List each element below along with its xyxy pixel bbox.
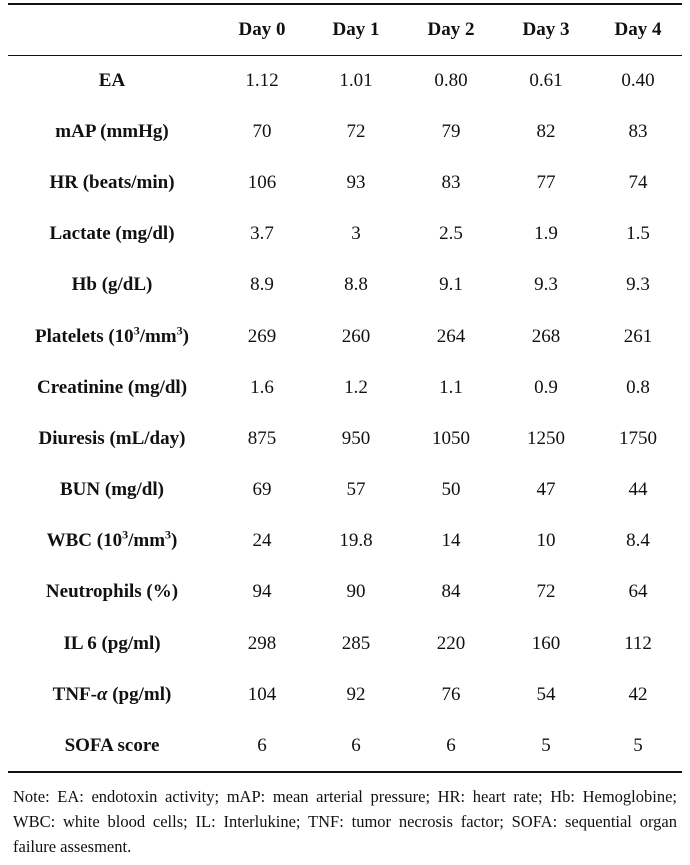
cell: 1.2 [344,376,368,398]
cell: 106 [247,171,277,193]
table-row [8,362,682,413]
cell: 74 [628,171,648,193]
cell: 9.1 [439,274,463,296]
cell: 70 [252,120,272,142]
cell: 950 [341,427,371,449]
cell: 6 [257,735,267,757]
header-day-2: Day 2 [427,18,475,40]
cell: 3.7 [250,223,274,245]
cell: 160 [531,632,561,654]
row-label-map: mAP (mmHg) [55,120,169,142]
table-row [8,413,682,464]
row-label-sofa: SOFA score [64,735,160,757]
table-row [8,669,682,720]
cell: 76 [441,683,461,705]
cell: 264 [436,325,466,347]
table-row [8,311,682,362]
header-day-1: Day 1 [332,18,380,40]
clinical-data-table [8,4,682,772]
cell: 268 [531,325,561,347]
cell: 14 [441,530,461,552]
cell: 0.9 [534,376,558,398]
cell: 220 [436,632,466,654]
label-text: /mm [128,530,166,552]
row-label-platelets [8,311,216,362]
cell: 42 [628,683,648,705]
cell: 1.01 [339,69,373,91]
cell: 54 [536,683,556,705]
cell: 79 [441,120,461,142]
cell: 90 [346,581,366,603]
cell: 0.40 [621,69,655,91]
table-row [8,106,682,157]
table-row [8,516,682,567]
superscript: 3 [176,323,183,338]
superscript: 3 [122,527,129,542]
header-day-3: Day 3 [522,18,570,40]
cell: 82 [536,120,556,142]
row-label-hb: Hb (g/dL) [71,274,153,296]
row-label-hr: HR (beats/min) [49,171,175,193]
table-row [8,55,682,106]
row-label-ea: EA [98,69,126,91]
alpha-symbol: α [96,683,108,705]
cell: 19.8 [339,530,373,552]
cell: 2.5 [439,223,463,245]
header-corner [8,4,216,55]
cell: 1050 [432,427,470,449]
cell: 260 [341,325,371,347]
row-label-creatinine: Creatinine (mg/dl) [36,376,188,398]
cell: 94 [252,581,272,603]
cell: 93 [346,171,366,193]
cell: 10 [536,530,556,552]
table-row [8,209,682,260]
label-text: TNF- [52,683,97,705]
cell: 3 [351,223,361,245]
table-footnote: Note: EA: endotoxin activity; mAP: mean arterial pressure; HR: heart rate; Hb: Hemoglobine; WBC: white blood cells; IL: Interlukine; TNF: tumor necrosis factor; SOFA: sequential organ failure assesment. [13,787,677,856]
superscript: 3 [165,527,172,542]
cell: 6 [446,735,456,757]
label-text: ) [182,325,189,347]
cell: 6 [351,735,361,757]
row-label-lactate: Lactate (mg/dl) [49,223,175,245]
label-text: (pg/ml) [107,683,172,705]
cell: 1.12 [245,69,279,91]
cell: 0.80 [434,69,468,91]
cell: 57 [346,479,366,501]
table-row [8,567,682,618]
cell: 1.5 [626,223,650,245]
cell: 47 [536,479,556,501]
cell: 261 [623,325,653,347]
cell: 1.1 [439,376,463,398]
cell: 69 [252,479,272,501]
cell: 83 [441,171,461,193]
label-text: WBC (10 [46,530,123,552]
cell: 50 [441,479,461,501]
cell: 72 [536,581,556,603]
cell: 84 [441,581,461,603]
cell: 24 [252,530,272,552]
label-text: Platelets (10 [35,325,134,347]
cell: 8.9 [250,274,274,296]
row-label-wbc [8,516,216,567]
cell: 298 [247,632,277,654]
cell: 875 [247,427,277,449]
cell: 9.3 [626,274,650,296]
cell: 5 [541,735,551,757]
cell: 8.4 [626,530,650,552]
table-row [8,720,682,771]
cell: 0.61 [529,69,563,91]
cell: 64 [628,581,648,603]
cell: 5 [633,735,643,757]
cell: 72 [346,120,366,142]
table-row [8,465,682,516]
row-label-bun: BUN (mg/dl) [60,479,164,501]
superscript: 3 [133,323,140,338]
cell: 1.9 [534,223,558,245]
table-row [8,260,682,311]
cell: 1250 [527,427,565,449]
cell: 44 [628,479,648,501]
cell: 1750 [619,427,657,449]
cell: 269 [247,325,277,347]
cell: 112 [624,632,652,654]
row-label-neutrophils: Neutrophils (%) [45,581,179,603]
cell: 83 [628,120,648,142]
cell: 0.8 [626,376,650,398]
header-day-0: Day 0 [238,18,286,40]
table-row [8,618,682,669]
cell: 92 [346,683,366,705]
row-label-il6: IL 6 (pg/ml) [63,632,161,654]
row-label-tnf [8,669,216,720]
cell: 8.8 [344,274,368,296]
table-row [8,157,682,208]
label-text: /mm [139,325,177,347]
header-row [8,4,682,55]
cell: 77 [536,171,556,193]
cell: 285 [341,632,371,654]
cell: 9.3 [534,274,558,296]
label-text: ) [171,530,178,552]
cell: 1.6 [250,376,274,398]
header-day-4: Day 4 [614,18,662,40]
cell: 104 [247,683,277,705]
row-label-diuresis: Diuresis (mL/day) [38,427,186,449]
